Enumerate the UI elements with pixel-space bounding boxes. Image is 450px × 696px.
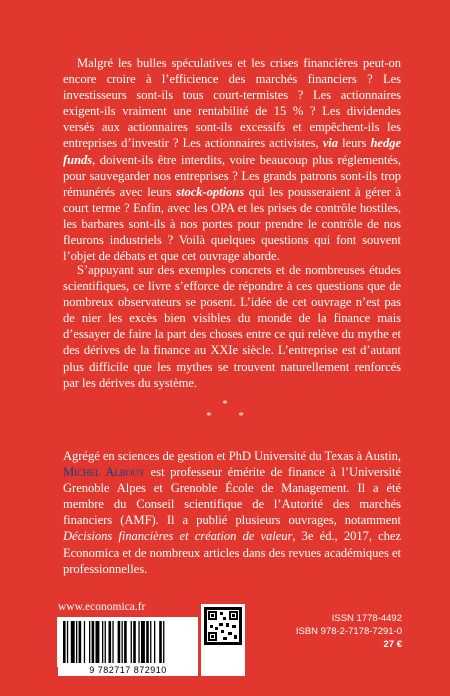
publication-codes	[296, 612, 402, 651]
qr-code-icon	[201, 604, 245, 676]
synopsis-paragraph-1	[63, 55, 401, 264]
text-run: Malgré les bulles spéculatives et les crises financières peut-on encore croire à l’efficience des marchés financiers ? Les investisseurs sont-ils tous court-termistes ? Les actionnaires exigent-ils vraiment une rentabilité de 15 % ? Les dividendes versés aux actionnaires sont-ils excessifs et empêchent-ils les entreprises d’investir ? Les actionnaires activistes,	[63, 56, 401, 151]
text-run: leurs	[338, 136, 371, 151]
barcode	[57, 617, 198, 667]
text-run: est professeur émérite de finance à l’Université Grenoble Alpes et Grenoble École de Management. Il a été membre du Conseil scientifique de l’Autorité des marchés financiers (AMF). Il a publié plusieurs ouvrages, notamment	[63, 465, 401, 528]
price: 27 €	[383, 639, 402, 650]
emphasis: hedge funds	[63, 136, 401, 167]
book-title: Décisions financières et création de valeur	[63, 529, 293, 544]
author-name: Michel Albouy	[63, 465, 146, 480]
text-run: qui les pousseraient à gérer à court terme ? Enfin, avec les OPA et les prises de contrôle hostiles, les barbares sont-ils à nos portes pour prendre le contrôle de nos fleurons industriels ? Voilà quelques questions qui font souvent l’objet de débats et que cet ouvrage aborde.	[63, 184, 402, 264]
publisher-url[interactable]: www.economica.fr	[58, 601, 146, 613]
author-bio	[63, 448, 401, 577]
star-top: *	[222, 398, 228, 410]
emphasis: stock-options	[176, 184, 245, 199]
text-run: Agrégé en sciences de gestion et PhD Université du Texas à Austin,	[63, 449, 401, 463]
barcode-digits: 9 782717 872910	[58, 664, 198, 676]
issn: ISSN 1778-4492	[331, 613, 402, 624]
text-run: , doivent-ils être interdits, voire beaucoup plus réglementés, pour sauvegarder nos entreprises ? Les grands patrons sont-ils trop rémunérés avec leurs	[63, 152, 401, 199]
star-bottom: * *	[206, 410, 256, 422]
isbn: ISBN 978-2-7178-7291-0	[295, 626, 402, 637]
synopsis-paragraph-2	[63, 262, 401, 391]
paragraph-text: S’appuyant sur des exemples concrets et de nombreuses études scientifiques, ce livre s’efforce de répondre à ces questions que de nombreux observateurs se posent. L’idée de cet ouvrage n’est pas de nier les excès bien visibles du monde de la finance mais d’essayer de faire la part des choses entre ce qui relève du mythe et des dérives de la finance au XXIe siècle. L’entreprise est d’autant plus difficile que les mythes se trouvent naturellement renforcés par les dérives du système.	[63, 263, 401, 390]
qr-code	[201, 604, 245, 676]
barcode-bars	[59, 619, 196, 665]
text-run: , 3e éd., 2017, chez Economica et de nombreux articles dans des revues académiques et professionnelles.	[63, 529, 401, 576]
section-separator	[0, 398, 450, 422]
emphasis: via	[322, 136, 338, 151]
